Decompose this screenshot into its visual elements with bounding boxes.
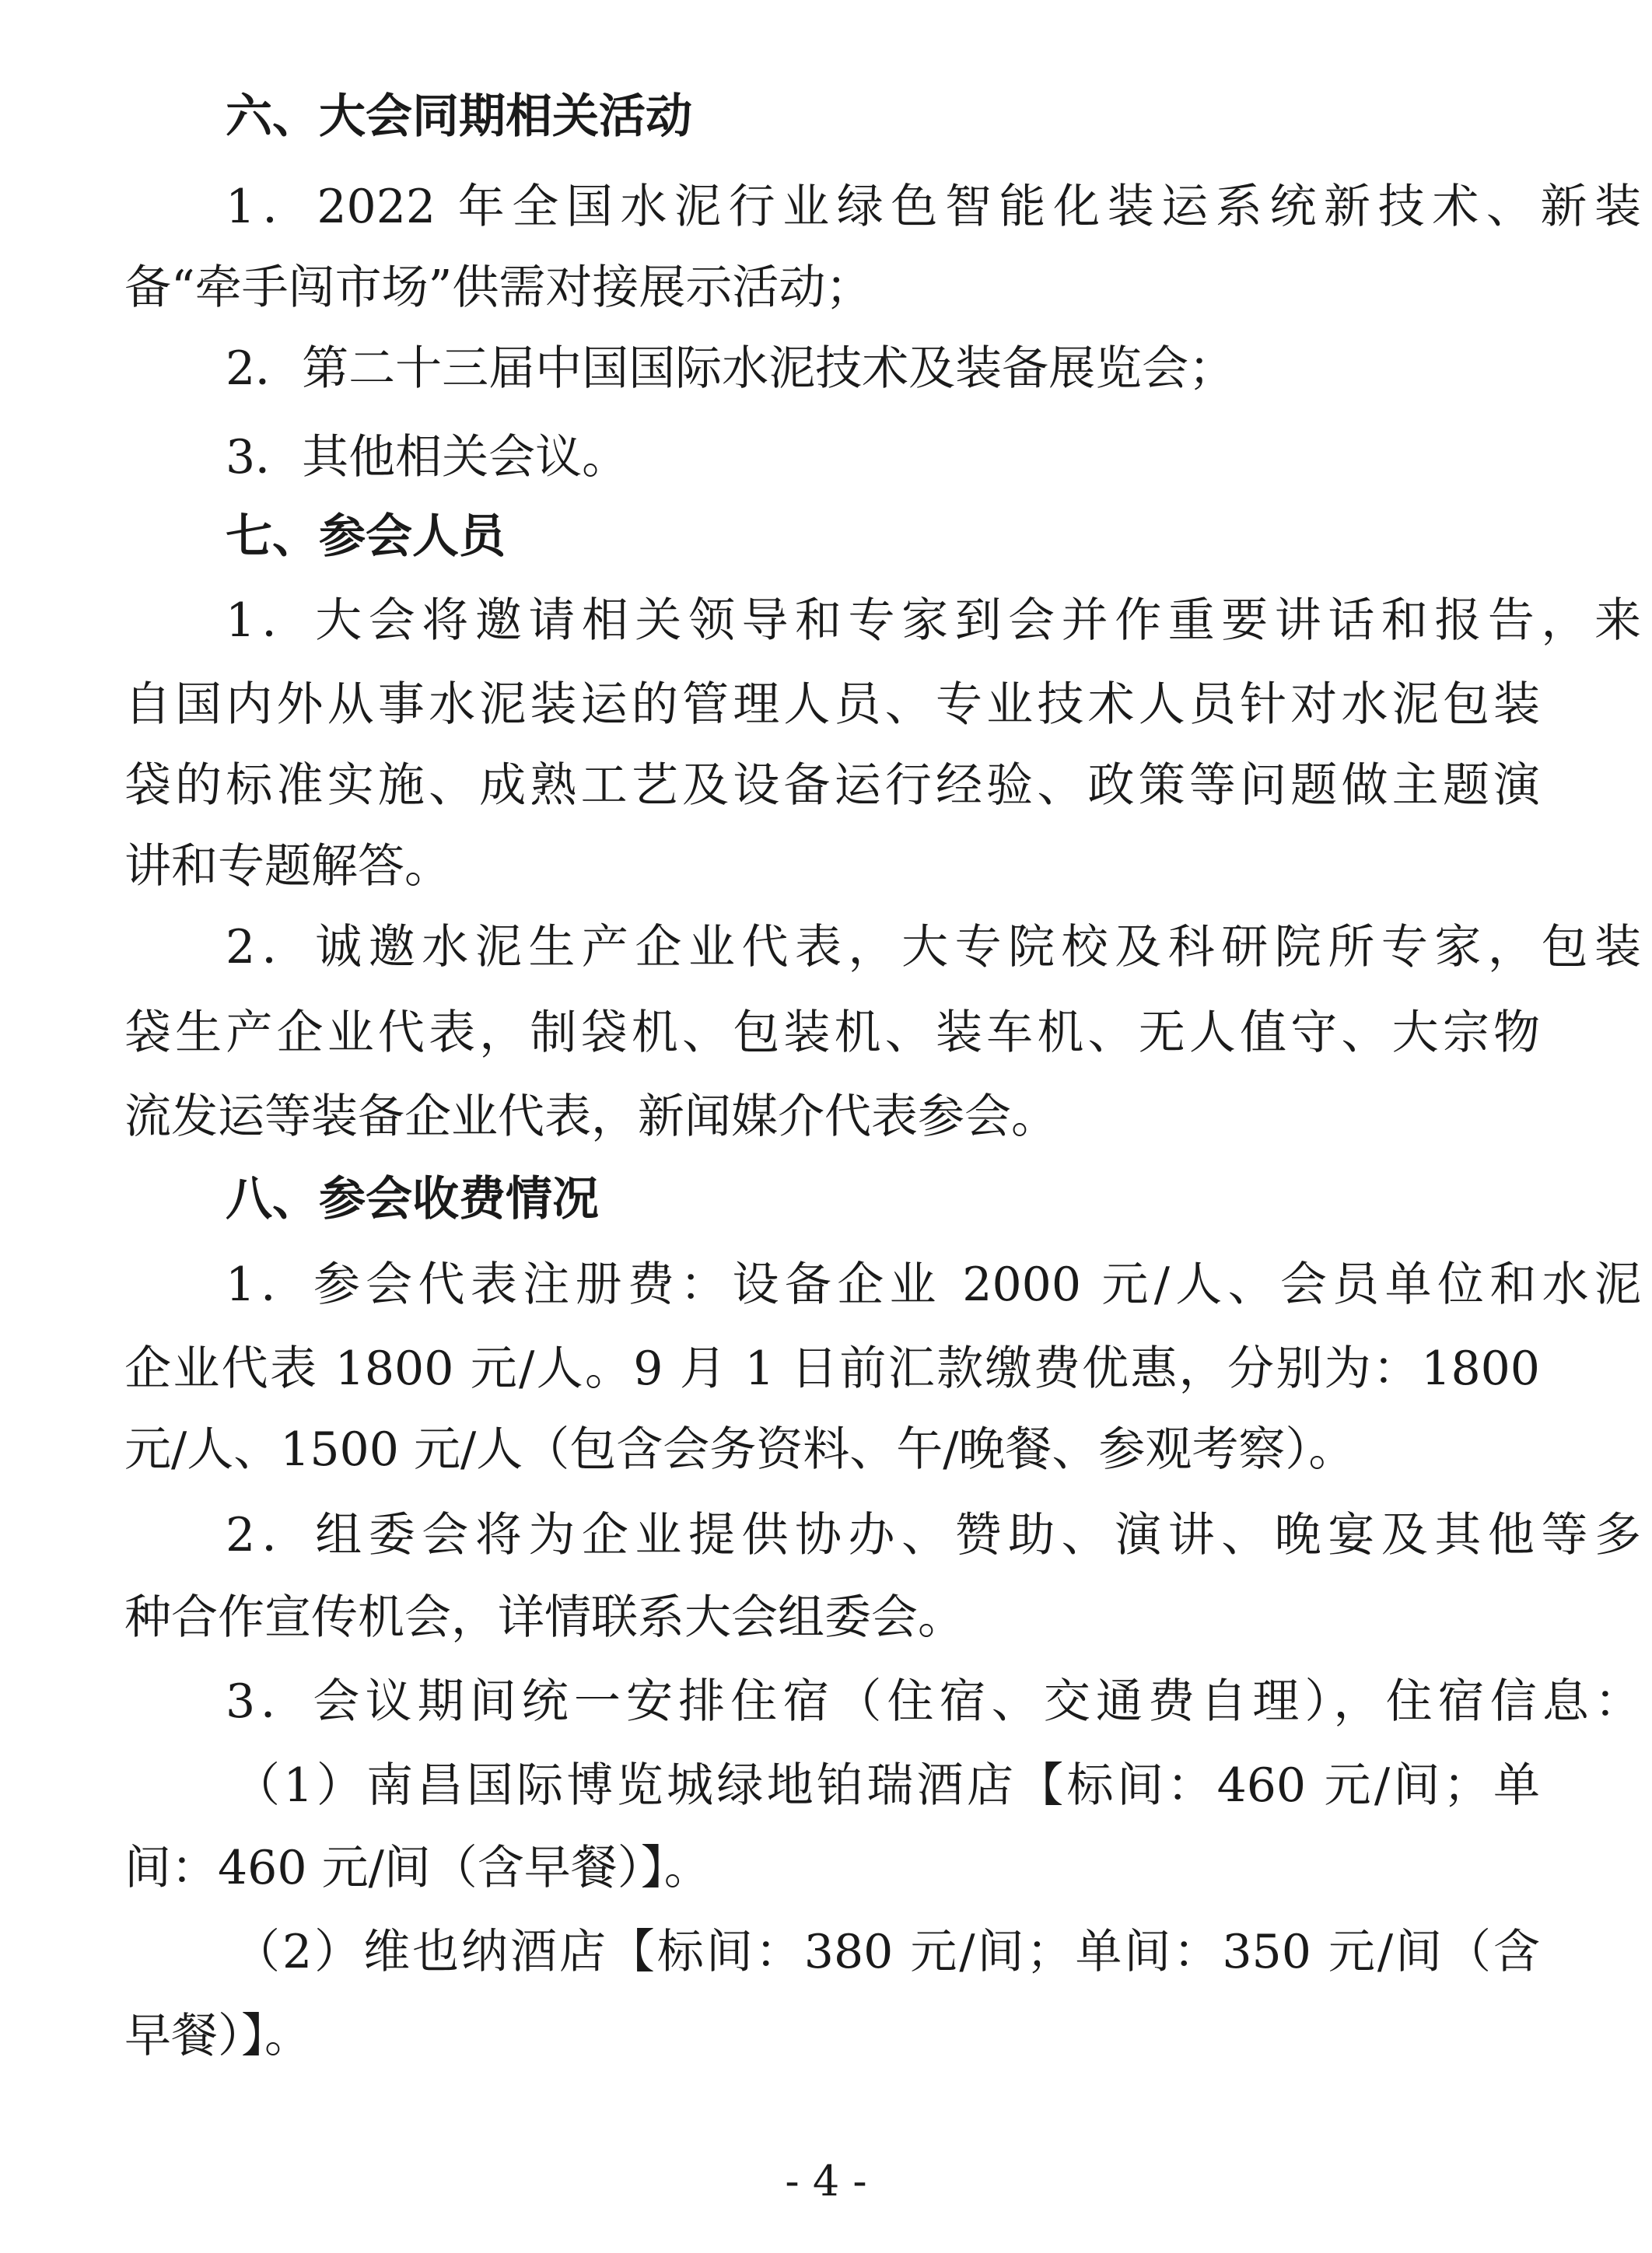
paragraph-line: 间：460 元/间（含早餐）】。: [124, 1841, 711, 1895]
paragraph-line: 早餐）】。: [124, 2009, 311, 2063]
paragraph-line: 3．其他相关会议。: [226, 430, 629, 485]
paragraph-line: 自国内外从事水泥装运的管理人员、专业技术人员针对水泥包装: [124, 677, 1540, 732]
paragraph-line: 袋的标准实施、成熟工艺及设备运行经验、政策等问题做主题演: [124, 758, 1540, 813]
section-heading-7: 七、参会人员: [226, 509, 506, 564]
paragraph-line: 2．诚邀水泥生产企业代表，大专院校及科研院所专家，包装: [226, 920, 1641, 974]
section-heading-8: 八、参会收费情况: [226, 1172, 599, 1226]
paragraph-line: 1．2022 年全国水泥行业绿色智能化装运系统新技术、新装: [226, 180, 1641, 234]
paragraph-line: （1）南昌国际博览城绿地铂瑞酒店【标间：460 元/间；单: [233, 1758, 1540, 1813]
paragraph-line: 袋生产企业代表，制袋机、包装机、装车机、无人值守、大宗物: [124, 1006, 1540, 1060]
paragraph-line: 1．参会代表注册费：设备企业 2000 元/人、会员单位和水泥: [226, 1258, 1641, 1312]
section-heading-6: 六、大会同期相关活动: [226, 89, 692, 144]
paragraph-line: 2．第二十三届中国国际水泥技术及装备展览会；: [226, 341, 1236, 396]
paragraph-line: 种合作宣传机会，详情联系大会组委会。: [124, 1590, 964, 1645]
paragraph-line: 3．会议期间统一安排住宿（住宿、交通费自理），住宿信息：: [226, 1674, 1641, 1729]
paragraph-line: 元/人、1500 元/人（包含会务资料、午/晚餐、参观考察）。: [124, 1422, 1356, 1477]
paragraph-line: （2）维也纳酒店【标间：380 元/间；单间：350 元/间（含: [233, 1925, 1540, 1979]
paragraph-line: 1．大会将邀请相关领导和专家到会并作重要讲话和报告，来: [226, 593, 1641, 648]
paragraph-line: 企业代表 1800 元/人。9 月 1 日前汇款缴费优惠，分别为：1800: [124, 1342, 1540, 1396]
paragraph-line: 备“牵手闯市场”供需对接展示活动；: [124, 261, 873, 315]
paragraph-line: 流发运等装备企业代表，新闻媒介代表参会。: [124, 1090, 1058, 1144]
page-number: - 4 -: [785, 2157, 867, 2206]
paragraph-line: 2．组委会将为企业提供协办、赞助、演讲、晚宴及其他等多: [226, 1508, 1641, 1562]
paragraph-line: 讲和专题解答。: [124, 839, 451, 894]
